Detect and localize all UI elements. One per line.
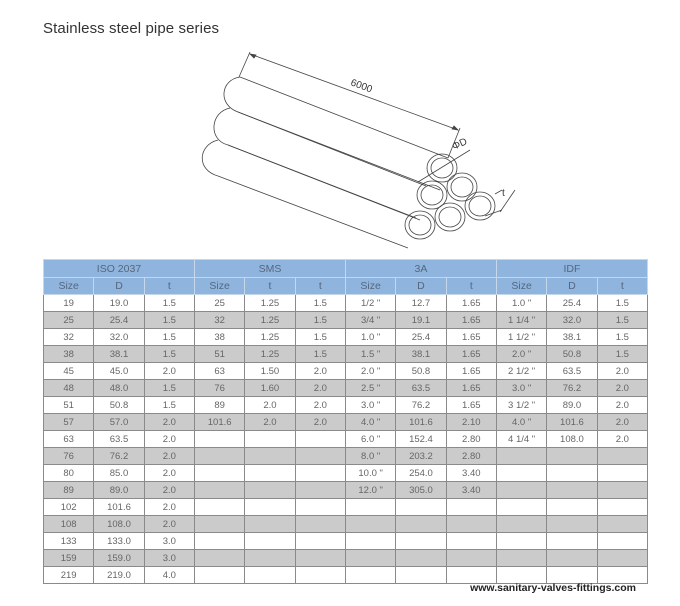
table-cell bbox=[295, 516, 345, 533]
table-cell: 19 bbox=[44, 295, 94, 312]
column-header: Size bbox=[496, 278, 546, 295]
table-cell: 108.0 bbox=[547, 431, 597, 448]
table-row bbox=[44, 567, 648, 584]
table-cell: 2.0 bbox=[295, 414, 345, 431]
table-cell: 2.0 " bbox=[345, 363, 395, 380]
column-header: D bbox=[396, 278, 446, 295]
table-cell: 2.0 bbox=[597, 380, 647, 397]
table-cell: 2.0 bbox=[144, 465, 194, 482]
table-cell: 10.0 " bbox=[345, 465, 395, 482]
table-cell: 2.0 bbox=[295, 363, 345, 380]
table-cell bbox=[496, 533, 546, 550]
column-header: D bbox=[547, 278, 597, 295]
column-header: t bbox=[245, 278, 295, 295]
table-cell: 12.0 " bbox=[345, 482, 395, 499]
table-row bbox=[44, 499, 648, 516]
table-cell bbox=[194, 567, 244, 584]
table-cell: 1.65 bbox=[446, 329, 496, 346]
table-cell: 4.0 bbox=[144, 567, 194, 584]
table-cell: 2.5 " bbox=[345, 380, 395, 397]
table-cell bbox=[245, 533, 295, 550]
table-row bbox=[44, 295, 648, 312]
table-cell bbox=[446, 516, 496, 533]
table-cell bbox=[547, 533, 597, 550]
table-cell bbox=[496, 516, 546, 533]
table-cell: 1.25 bbox=[245, 295, 295, 312]
table-cell bbox=[194, 533, 244, 550]
table-cell: 219 bbox=[44, 567, 94, 584]
table-cell bbox=[345, 550, 395, 567]
table-cell: 1 1/4 " bbox=[496, 312, 546, 329]
table-cell: 1.5 bbox=[597, 312, 647, 329]
length-label: 6000 bbox=[348, 77, 374, 96]
table-cell: 1/2 " bbox=[345, 295, 395, 312]
table-cell: 80 bbox=[44, 465, 94, 482]
table-cell: 19.1 bbox=[396, 312, 446, 329]
table-row bbox=[44, 465, 648, 482]
table-cell bbox=[295, 482, 345, 499]
table-cell bbox=[194, 431, 244, 448]
table-cell bbox=[597, 516, 647, 533]
table-cell: 2.80 bbox=[446, 448, 496, 465]
table-cell: 50.8 bbox=[94, 397, 144, 414]
table-cell bbox=[547, 550, 597, 567]
table-cell: 25.4 bbox=[547, 295, 597, 312]
table-row bbox=[44, 380, 648, 397]
thickness-label: t bbox=[502, 188, 505, 199]
table-cell: 1.65 bbox=[446, 397, 496, 414]
table-cell: 50.8 bbox=[547, 346, 597, 363]
table-cell: 63 bbox=[194, 363, 244, 380]
table-cell: 38.1 bbox=[547, 329, 597, 346]
table-cell bbox=[295, 550, 345, 567]
table-cell: 305.0 bbox=[396, 482, 446, 499]
table-cell: 2.0 bbox=[245, 397, 295, 414]
table-cell bbox=[496, 465, 546, 482]
table-cell: 2.0 bbox=[144, 414, 194, 431]
table-cell bbox=[345, 533, 395, 550]
group-idf: IDF bbox=[496, 260, 647, 278]
table-cell bbox=[194, 482, 244, 499]
column-header: t bbox=[597, 278, 647, 295]
table-cell: 6.0 " bbox=[345, 431, 395, 448]
table-cell: 254.0 bbox=[396, 465, 446, 482]
table-cell: 1.0 " bbox=[496, 295, 546, 312]
table-cell: 38.1 bbox=[396, 346, 446, 363]
table-cell: 38 bbox=[194, 329, 244, 346]
table-cell bbox=[597, 465, 647, 482]
table-cell bbox=[496, 550, 546, 567]
table-cell: 1.5 bbox=[597, 346, 647, 363]
table-cell: 1.5 bbox=[295, 312, 345, 329]
table-cell bbox=[446, 567, 496, 584]
table-cell: 2.0 bbox=[144, 516, 194, 533]
table-cell: 2.0 bbox=[144, 448, 194, 465]
table-cell: 63 bbox=[44, 431, 94, 448]
table-cell: 2.0 bbox=[295, 397, 345, 414]
table-row bbox=[44, 516, 648, 533]
table-cell: 101.6 bbox=[194, 414, 244, 431]
table-row bbox=[44, 363, 648, 380]
table-cell: 25.4 bbox=[396, 329, 446, 346]
page-title: Stainless steel pipe series bbox=[43, 20, 220, 37]
table-cell: 45.0 bbox=[94, 363, 144, 380]
table-cell: 89 bbox=[44, 482, 94, 499]
table-cell: 76 bbox=[44, 448, 94, 465]
table-row bbox=[44, 550, 648, 567]
table-cell: 101.6 bbox=[94, 499, 144, 516]
table-cell bbox=[396, 567, 446, 584]
table-cell bbox=[345, 516, 395, 533]
table-cell: 89 bbox=[194, 397, 244, 414]
table-cell: 51 bbox=[44, 397, 94, 414]
pipe-bundle-drawing bbox=[190, 50, 530, 250]
table-cell bbox=[245, 431, 295, 448]
table-cell: 19.0 bbox=[94, 295, 144, 312]
table-cell: 57.0 bbox=[94, 414, 144, 431]
column-header: Size bbox=[194, 278, 244, 295]
table-cell: 12.7 bbox=[396, 295, 446, 312]
table-cell: 3 1/2 " bbox=[496, 397, 546, 414]
table-cell: 101.6 bbox=[396, 414, 446, 431]
group-header-row bbox=[44, 260, 648, 278]
table-cell bbox=[295, 465, 345, 482]
table-cell bbox=[597, 567, 647, 584]
table-cell: 159 bbox=[44, 550, 94, 567]
table-cell: 2.0 bbox=[597, 363, 647, 380]
table-cell: 1.65 bbox=[446, 363, 496, 380]
table-cell bbox=[345, 499, 395, 516]
table-row bbox=[44, 448, 648, 465]
table-cell: 45 bbox=[44, 363, 94, 380]
table-cell bbox=[597, 448, 647, 465]
table-cell: 32.0 bbox=[547, 312, 597, 329]
table-cell: 32 bbox=[194, 312, 244, 329]
table-cell bbox=[295, 533, 345, 550]
table-cell: 1.5 bbox=[144, 329, 194, 346]
table-cell: 4.0 " bbox=[345, 414, 395, 431]
table-cell: 63.5 bbox=[94, 431, 144, 448]
table-cell: 89.0 bbox=[94, 482, 144, 499]
table-cell bbox=[245, 465, 295, 482]
table-cell: 1.65 bbox=[446, 312, 496, 329]
table-cell: 76.2 bbox=[396, 397, 446, 414]
table-cell bbox=[597, 482, 647, 499]
table-row bbox=[44, 431, 648, 448]
table-cell: 3.40 bbox=[446, 465, 496, 482]
table-cell: 2.0 " bbox=[496, 346, 546, 363]
table-cell: 48 bbox=[44, 380, 94, 397]
pipe-spec-table bbox=[43, 259, 648, 584]
table-cell bbox=[597, 499, 647, 516]
table-row bbox=[44, 346, 648, 363]
table-cell: 2.0 bbox=[144, 363, 194, 380]
table-cell: 1.5 bbox=[295, 329, 345, 346]
table-cell: 2.0 bbox=[597, 397, 647, 414]
table-row bbox=[44, 329, 648, 346]
table-cell: 89.0 bbox=[547, 397, 597, 414]
table-cell: 63.5 bbox=[547, 363, 597, 380]
table-cell bbox=[496, 499, 546, 516]
table-cell: 108.0 bbox=[94, 516, 144, 533]
table-cell bbox=[547, 567, 597, 584]
website-url: www.sanitary-valves-fittings.com bbox=[470, 582, 636, 594]
table-cell: 2.0 bbox=[597, 431, 647, 448]
table-cell: 1 1/2 " bbox=[496, 329, 546, 346]
table-cell: 1.5 bbox=[144, 295, 194, 312]
table-row bbox=[44, 414, 648, 431]
table-cell: 203.2 bbox=[396, 448, 446, 465]
table-cell: 3.0 " bbox=[496, 380, 546, 397]
table-cell bbox=[245, 448, 295, 465]
table-cell: 152.4 bbox=[396, 431, 446, 448]
table-cell: 32.0 bbox=[94, 329, 144, 346]
table-cell: 8.0 " bbox=[345, 448, 395, 465]
table-cell bbox=[245, 516, 295, 533]
table-cell bbox=[396, 516, 446, 533]
column-header: t bbox=[295, 278, 345, 295]
table-cell bbox=[547, 516, 597, 533]
table-cell: 2.80 bbox=[446, 431, 496, 448]
table-cell: 2.0 bbox=[144, 499, 194, 516]
table-cell bbox=[245, 550, 295, 567]
table-cell bbox=[194, 448, 244, 465]
table-cell: 25 bbox=[44, 312, 94, 329]
table-cell: 76 bbox=[194, 380, 244, 397]
table-cell: 2.0 bbox=[144, 431, 194, 448]
table-cell bbox=[496, 448, 546, 465]
table-cell bbox=[194, 550, 244, 567]
table-row bbox=[44, 482, 648, 499]
table-cell bbox=[446, 550, 496, 567]
table-row bbox=[44, 312, 648, 329]
table-cell bbox=[547, 482, 597, 499]
table-cell: 3.0 bbox=[144, 550, 194, 567]
table-cell: 51 bbox=[194, 346, 244, 363]
table-cell: 1.5 " bbox=[345, 346, 395, 363]
table-cell: 1.5 bbox=[144, 380, 194, 397]
table-cell bbox=[446, 533, 496, 550]
table-cell: 2.0 bbox=[295, 380, 345, 397]
table-cell: 85.0 bbox=[94, 465, 144, 482]
table-cell: 101.6 bbox=[547, 414, 597, 431]
table-cell: 3.0 " bbox=[345, 397, 395, 414]
table-cell bbox=[245, 482, 295, 499]
table-cell: 32 bbox=[44, 329, 94, 346]
table-cell: 4.0 " bbox=[496, 414, 546, 431]
table-cell: 1.50 bbox=[245, 363, 295, 380]
table-cell: 25 bbox=[194, 295, 244, 312]
table-cell: 1.5 bbox=[597, 295, 647, 312]
table-cell: 4 1/4 " bbox=[496, 431, 546, 448]
table-cell bbox=[396, 550, 446, 567]
column-header: Size bbox=[44, 278, 94, 295]
table-cell: 159.0 bbox=[94, 550, 144, 567]
column-header: Size bbox=[345, 278, 395, 295]
table-cell: 2 1/2 " bbox=[496, 363, 546, 380]
table-cell bbox=[194, 499, 244, 516]
table-cell: 1.25 bbox=[245, 312, 295, 329]
table-cell: 48.0 bbox=[94, 380, 144, 397]
table-cell: 76.2 bbox=[547, 380, 597, 397]
diameter-label: ΦD bbox=[450, 136, 470, 153]
column-header: t bbox=[446, 278, 496, 295]
table-cell: 1.60 bbox=[245, 380, 295, 397]
table-cell: 2.0 bbox=[597, 414, 647, 431]
table-row bbox=[44, 397, 648, 414]
table-cell: 38 bbox=[44, 346, 94, 363]
group-3a: 3A bbox=[345, 260, 496, 278]
table-cell bbox=[597, 550, 647, 567]
table-cell: 2.0 bbox=[144, 482, 194, 499]
table-cell: 50.8 bbox=[396, 363, 446, 380]
table-cell bbox=[547, 465, 597, 482]
table-cell: 219.0 bbox=[94, 567, 144, 584]
table-cell bbox=[245, 567, 295, 584]
table-cell bbox=[496, 567, 546, 584]
table-cell: 76.2 bbox=[94, 448, 144, 465]
table-cell: 102 bbox=[44, 499, 94, 516]
table-cell: 133.0 bbox=[94, 533, 144, 550]
table-cell bbox=[547, 448, 597, 465]
table-cell: 1.5 bbox=[144, 346, 194, 363]
table-body bbox=[44, 295, 648, 584]
table-cell: 1.65 bbox=[446, 380, 496, 397]
table-cell: 1.25 bbox=[245, 346, 295, 363]
group-sms: SMS bbox=[194, 260, 345, 278]
table-cell: 1.0 " bbox=[345, 329, 395, 346]
table-cell bbox=[446, 499, 496, 516]
table-cell bbox=[547, 499, 597, 516]
table-cell: 38.1 bbox=[94, 346, 144, 363]
table-cell: 25.4 bbox=[94, 312, 144, 329]
table-cell bbox=[295, 448, 345, 465]
group-iso-2037: ISO 2037 bbox=[44, 260, 195, 278]
table-cell: 3.0 bbox=[144, 533, 194, 550]
table-cell: 133 bbox=[44, 533, 94, 550]
table-cell: 3/4 " bbox=[345, 312, 395, 329]
table-cell: 108 bbox=[44, 516, 94, 533]
column-header: D bbox=[94, 278, 144, 295]
table-cell: 57 bbox=[44, 414, 94, 431]
table-cell: 1.5 bbox=[144, 397, 194, 414]
table-cell: 3.40 bbox=[446, 482, 496, 499]
table-cell: 1.65 bbox=[446, 295, 496, 312]
table-cell: 1.25 bbox=[245, 329, 295, 346]
pipe-ends bbox=[405, 154, 495, 239]
column-header: t bbox=[144, 278, 194, 295]
table-cell bbox=[295, 431, 345, 448]
table-cell bbox=[295, 567, 345, 584]
table-cell: 1.5 bbox=[144, 312, 194, 329]
table-cell: 1.5 bbox=[295, 346, 345, 363]
table-row bbox=[44, 533, 648, 550]
table-cell bbox=[194, 465, 244, 482]
column-header-row bbox=[44, 278, 648, 295]
table-cell bbox=[295, 499, 345, 516]
table-cell bbox=[597, 533, 647, 550]
table-cell: 1.65 bbox=[446, 346, 496, 363]
table-cell: 1.5 bbox=[597, 329, 647, 346]
table-cell bbox=[496, 482, 546, 499]
table-cell: 2.10 bbox=[446, 414, 496, 431]
table-cell bbox=[245, 499, 295, 516]
table-cell bbox=[194, 516, 244, 533]
table-cell bbox=[396, 499, 446, 516]
table-cell bbox=[396, 533, 446, 550]
table-cell bbox=[345, 567, 395, 584]
table-cell: 2.0 bbox=[245, 414, 295, 431]
table-cell: 1.5 bbox=[295, 295, 345, 312]
table-cell: 63.5 bbox=[396, 380, 446, 397]
